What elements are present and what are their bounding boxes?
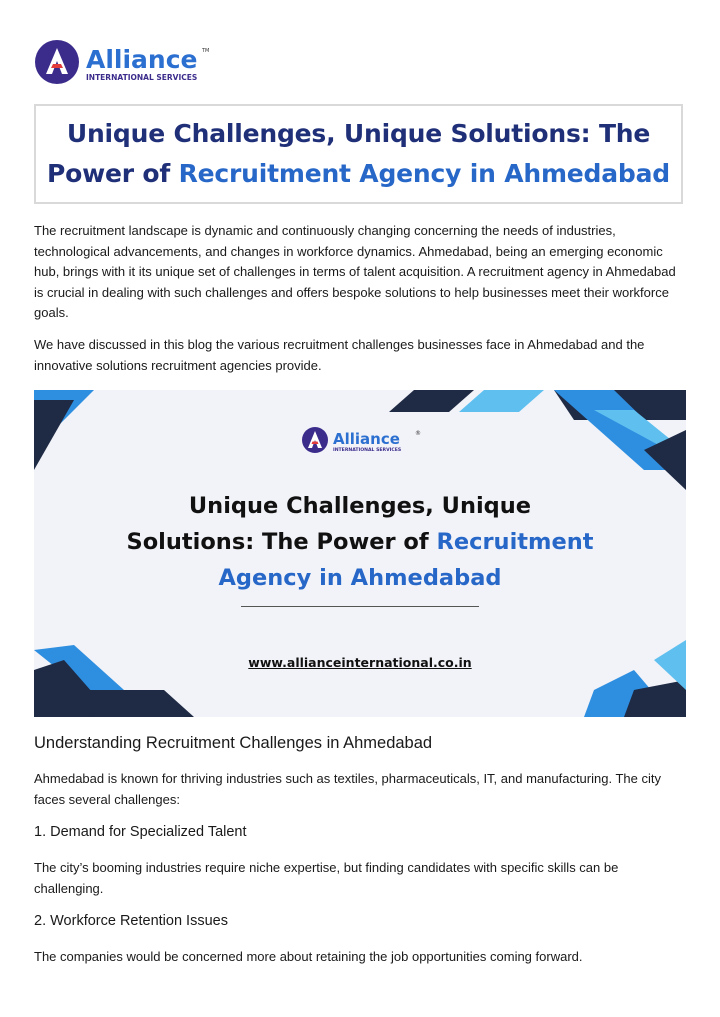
banner-heading-line3: Agency in Ahmedabad — [218, 565, 502, 591]
title-box — [34, 104, 683, 204]
banner-url[interactable]: www.allianceinternational.co.in — [248, 655, 472, 670]
banner-heading-line2 — [34, 529, 686, 555]
logo-tagline: INTERNATIONAL SERVICES — [86, 73, 198, 82]
banner-heading-line2-dark: Solutions: The Power of — [126, 529, 429, 555]
intro-paragraph-1: The recruitment landscape is dynamic and continuously changing concerning the needs of industries, technological advancements, and changes in workforce dynamics. Ahmedabad, being an emerging economic hub, brings with it its unique set of challenges in terms of talent acquisition. A recruitment agency in Ahmedabad is crucial in dealing with such challenges and offers bespoke solutions to help businesses meet their workforce goals. — [34, 223, 676, 321]
banner-logo-reg: ® — [415, 430, 421, 437]
section-intro: Ahmedabad is known for thriving industries such as textiles, pharmaceuticals, IT, and manufacturing. The city faces several challenges: — [34, 771, 661, 807]
intro-paragraph-2: We have discussed in this blog the various recruitment challenges businesses face in Ahmedabad and the innovative solutions recruitment agencies provide. — [34, 337, 645, 373]
section-heading: Understanding Recruitment Challenges in Ahmedabad — [34, 734, 433, 752]
banner-heading-line2-blue: Recruitment — [436, 529, 594, 555]
title-highlight: Recruitment Agency in Ahmedabad — [178, 159, 670, 188]
banner-logo — [301, 425, 426, 455]
banner-divider — [241, 606, 479, 607]
logo-circle-icon — [35, 40, 79, 84]
banner-logo-brand: Alliance — [333, 430, 400, 448]
banner-heading-line1: Unique Challenges, Unique — [188, 493, 532, 519]
company-logo[interactable] — [34, 38, 214, 86]
item-text-1: The city’s booming industries require niche expertise, but finding candidates with specific skills can be challenging. — [34, 860, 619, 896]
logo-tm: TM — [202, 48, 210, 54]
page-title — [36, 114, 681, 194]
item-text-2: The companies would be concerned more about retaining the job opportunities coming forward. — [34, 949, 583, 964]
blog-banner-image — [34, 390, 686, 717]
logo-brand: Alliance — [86, 45, 198, 74]
item-heading-1: 1. Demand for Specialized Talent — [34, 824, 247, 840]
banner-logo-tagline: INTERNATIONAL SERVICES — [333, 448, 402, 453]
item-heading-2: 2. Workforce Retention Issues — [34, 913, 228, 929]
title-part1: Unique Challenges, Unique Solutions: The Power of — [47, 119, 651, 188]
